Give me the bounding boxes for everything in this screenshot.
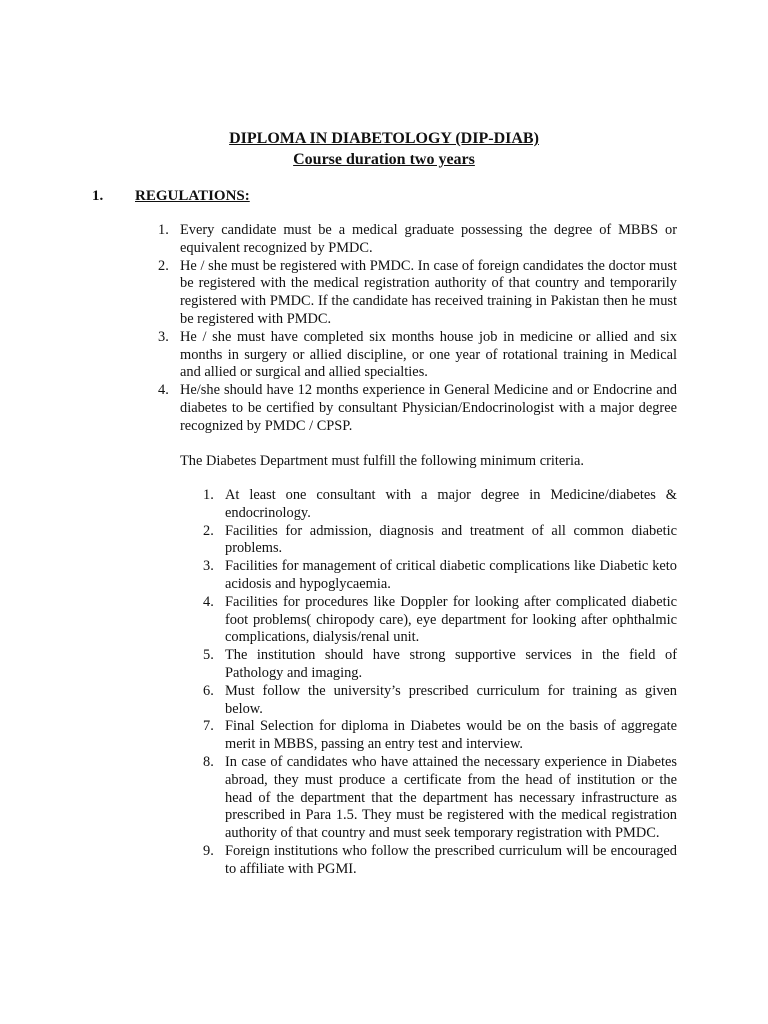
criteria-item <box>203 522 677 559</box>
criteria-number: 1. <box>203 487 214 503</box>
section-number: 1. <box>92 188 104 204</box>
criteria-text: Must follow the university’s prescribed curriculum for training as given below. <box>225 682 677 717</box>
regulation-number: 1. <box>158 222 169 238</box>
document-subtitle: Course duration two years <box>293 151 475 168</box>
criteria-text: At least one consultant with a major degree in Medicine/diabetes & endocrinology. <box>225 487 677 521</box>
criteria-text: Foreign institutions who follow the prescribed curriculum will be encouraged to affiliate with PGMI. <box>225 842 677 877</box>
criteria-number: 8. <box>203 753 214 770</box>
criteria-number: 5. <box>203 647 214 664</box>
criteria-list <box>203 487 677 879</box>
document-title-block <box>0 128 768 170</box>
regulation-item <box>158 328 677 382</box>
criteria-number: 9. <box>203 842 214 859</box>
regulation-text: He/she should have 12 months experience in General Medicine and or Endocrine and diabetes to be certified by consultant Physician/Endocrinologist with a major degree recognized by PMDC / CPSP. <box>180 382 677 434</box>
criteria-item <box>203 718 677 754</box>
regulation-text: He / she must be registered with PMDC. In case of foreign candidates the doctor must be registered with the medical registration authority of that country and temporarily registered with PMDC. If the candidate has received training in Pakistan then he must be registered with PMDC. <box>180 257 677 327</box>
criteria-text: Final Selection for diploma in Diabetes would be on the basis of aggregate merit in MBBS, passing an entry test and interview. <box>225 718 677 753</box>
criteria-item <box>203 593 677 647</box>
criteria-item <box>203 682 677 719</box>
criteria-text: Facilities for admission, diagnosis and treatment of all common diabetic problems. <box>225 522 677 557</box>
regulation-item <box>158 222 677 258</box>
criteria-item <box>203 842 677 879</box>
document-title: DIPLOMA IN DIABETOLOGY (DIP-DIAB) <box>229 130 539 147</box>
regulation-text: He / she must have completed six months house job in medicine or allied and six months in surgery or allied discipline, or one year of rotational training in Medical and allied or surgical and allied specialties. <box>180 328 677 381</box>
criteria-number: 6. <box>203 682 214 699</box>
regulation-number: 4. <box>158 382 169 399</box>
regulation-item <box>158 257 677 329</box>
criteria-text: In case of candidates who have attained the necessary experience in Diabetes abroad, they must produce a certificate from the head of institution or the head of the department that the department has necessary infrastructure as prescribed in Para 1.5. They must be registered with the medical registration authority of that country and must seek temporary registration with PMDC. <box>225 753 677 842</box>
criteria-item <box>203 558 677 594</box>
regulation-number: 2. <box>158 257 169 274</box>
criteria-item <box>203 753 677 843</box>
criteria-number: 3. <box>203 558 214 575</box>
criteria-text: The institution should have strong supportive services in the field of Pathology and imaging. <box>225 647 677 681</box>
criteria-number: 4. <box>203 593 214 610</box>
criteria-number: 2. <box>203 522 214 539</box>
criteria-item <box>203 487 677 523</box>
regulation-text: Every candidate must be a medical graduate possessing the degree of MBBS or equivalent recognized by PMDC. <box>180 222 677 256</box>
regulation-number: 3. <box>158 328 169 345</box>
regulation-item <box>158 382 677 435</box>
criteria-text: Facilities for management of critical diabetic complications like Diabetic keto acidosis and hypoglycaemia. <box>225 558 677 592</box>
criteria-item <box>203 647 677 683</box>
criteria-number: 7. <box>203 718 214 735</box>
criteria-text: Facilities for procedures like Doppler for looking after complicated diabetic foot problems( chiropody care), eye department for looking after ophthalmic complications, dialysis/renal unit. <box>225 593 677 646</box>
criteria-intro: The Diabetes Department must fulfill the following minimum criteria. <box>180 453 585 469</box>
section-title: REGULATIONS: <box>135 188 250 204</box>
regulations-list <box>158 222 677 436</box>
